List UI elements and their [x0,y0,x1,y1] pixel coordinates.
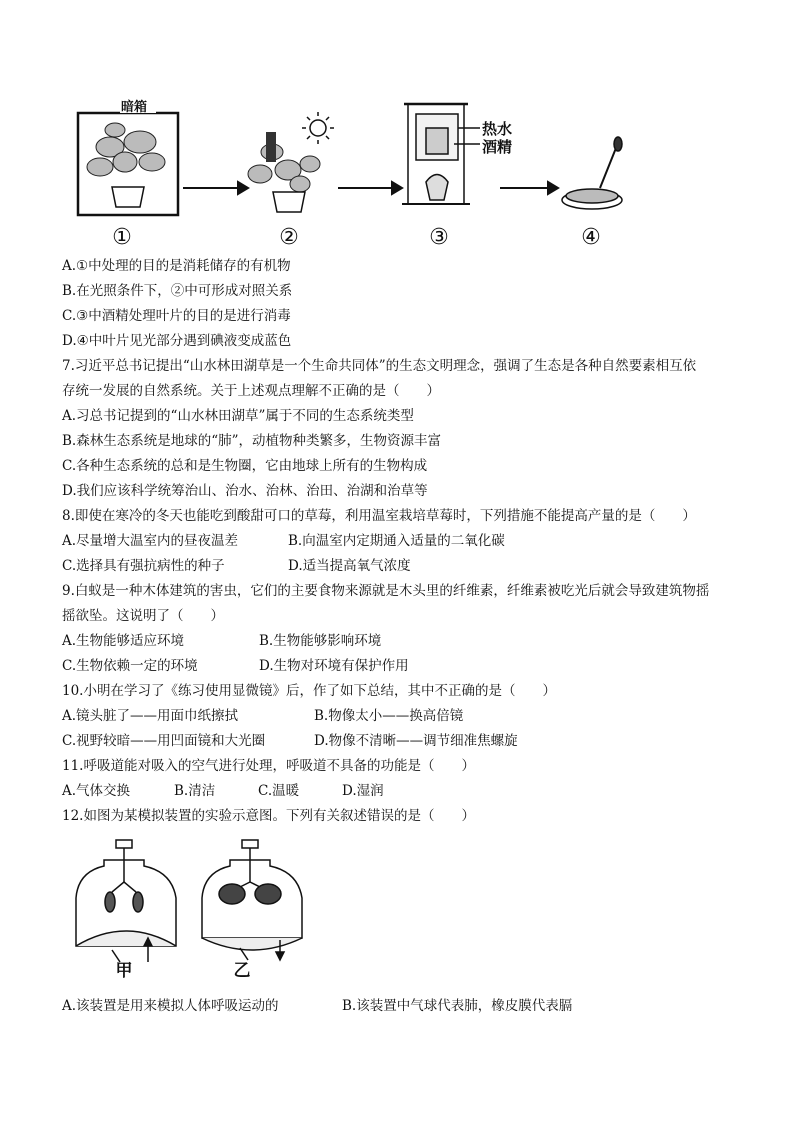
q9-stem-line2: 摇欲坠。这说明了（ ） [62,608,224,624]
dark-box-label: 暗箱 [121,100,148,115]
q6-option-b: B.在光照条件下，②中可形成对照关系 [62,283,293,299]
starch-experiment-figure [70,92,640,252]
step-label-2: ② [279,225,299,250]
q7-option-d: D.我们应该科学统筹治山、治水、治林、治田、治湖和治草等 [62,483,428,499]
q10-option-a: A.镜头脏了——用面巾纸擦拭 [62,708,239,724]
q7-option-a: A.习总书记提到的“山水林田湖草”属于不同的生态系统类型 [62,408,414,424]
q9-option-d: D.生物对环境有保护作用 [259,658,409,674]
q8-option-d: D.适当提高氧气浓度 [288,558,411,574]
q9-stem-line1: 9.白蚁是一种木体建筑的害虫，它们的主要食物来源就是木头里的纤维素，纤维素被吃光后就会导致建筑物摇 [62,583,710,599]
q7-stem-line2: 存统一发展的自然系统。关于上述观点理解不正确的是（ ） [62,383,440,399]
q10-option-b: B.物像太小——换高倍镜 [314,708,464,724]
q12-option-a: A.该装置是用来模拟人体呼吸运动的 [62,998,279,1014]
alcohol-label: 酒精 [482,138,513,156]
q11-option-a: A.气体交换 [62,783,131,799]
q12-stem: 12.如图为某模拟装置的实验示意图。下列有关叙述错误的是（ ） [62,808,475,824]
arrow-icon [183,182,248,194]
step-label-1: ① [112,225,132,250]
q10-option-c: C.视野较暗——用凹面镜和大光圈 [62,733,266,749]
q8-option-c: C.选择具有强抗病性的种子 [62,558,225,574]
q12-option-b: B.该装置中气球代表肺，橡皮膜代表膈 [342,998,573,1014]
step-label-4: ④ [581,225,601,250]
breathing-model-figure [72,838,312,980]
q8-stem: 8.即使在寒冷的冬天也能吃到酸甜可口的草莓，利用温室栽培草莓时，下列措施不能提高产量的是（ ） [62,508,696,524]
q7-stem-line1: 7.习近平总书记提出“山水林田湖草是一个生命共同体”的生态文明理念，强调了生态是各种自然要素相互依 [62,358,697,374]
bell-jar-yi-illustration [202,840,302,960]
q9-option-a: A.生物能够适应环境 [62,633,185,649]
q7-option-b: B.森林生态系统是地球的“肺”，动植物种类繁多，生物资源丰富 [62,433,442,449]
bell-jar-jia-illustration [76,840,176,962]
q7-option-c: C.各种生态系统的总和是生物圈，它由地球上所有的生物构成 [62,458,428,474]
petri-dish-iodine-illustration [562,137,622,209]
q11-option-d: D.湿润 [342,783,384,799]
q8-option-b: B.向温室内定期通入适量的二氧化碳 [288,533,505,549]
q9-option-b: B.生物能够影响环境 [259,633,382,649]
arrow-icon [500,182,558,194]
q9-option-c: C.生物依赖一定的环境 [62,658,198,674]
figure-label-yi: 乙 [233,961,251,980]
water-bath-illustration [402,104,480,204]
arrow-icon [338,182,402,194]
figure-label-jia: 甲 [115,961,133,980]
step-label-3: ③ [429,225,449,250]
q6-option-c: C.③中酒精处理叶片的目的是进行消毒 [62,308,291,324]
q11-option-c: C.温暖 [258,783,300,799]
q11-stem: 11.呼吸道能对吸入的空气进行处理，呼吸道不具备的功能是（ ） [62,758,475,774]
q8-option-a: A.尽量增大温室内的昼夜温差 [62,533,239,549]
hot-water-label: 热水 [482,120,513,138]
q11-option-b: B.清洁 [174,783,216,799]
q6-option-d: D.④中叶片见光部分遇到碘液变成蓝色 [62,333,292,349]
sun-icon [302,112,334,144]
q10-stem: 10.小明在学习了《练习使用显微镜》后，作了如下总结，其中不正确的是（ ） [62,683,556,699]
q6-option-a: A.①中处理的目的是消耗储存的有机物 [62,258,291,274]
q10-option-d: D.物像不清晰——调节细准焦螺旋 [314,733,518,749]
plant-in-sunlight-illustration [248,132,320,212]
